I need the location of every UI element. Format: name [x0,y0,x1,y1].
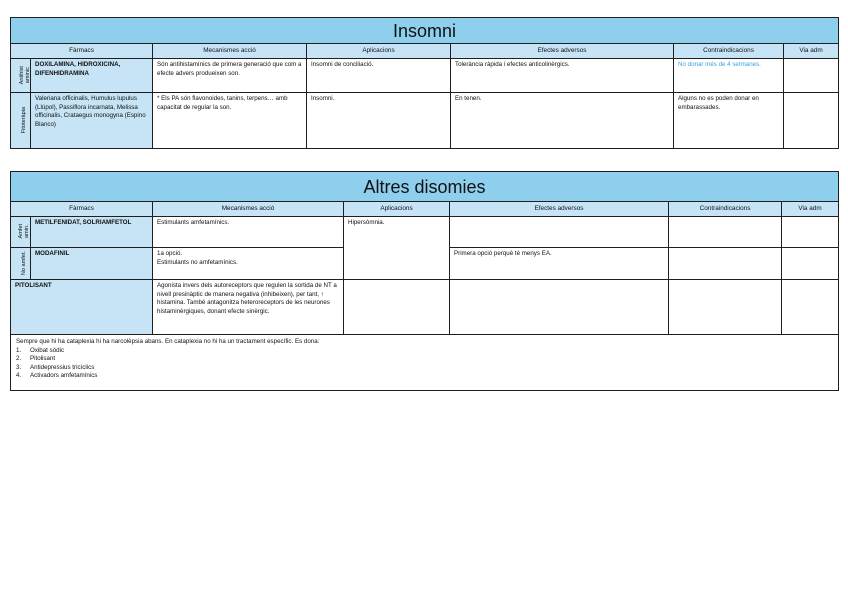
adverse-cell: Primera opció perquè té menys EA. [450,248,669,280]
adverse-cell [450,217,669,248]
adverse-cell: En tenen. [451,93,674,149]
header-aplicacions: Aplicacions [307,44,451,59]
route-cell [782,217,839,248]
category-label: Antihist aminic [18,65,31,84]
drug-name: DOXILAMINA, HIDROXICINA, DIFENHIDRAMINA [31,59,153,93]
list-item: 2. Pitolisant [16,355,56,363]
list-item: 4. Activadors amfetamínics [16,372,98,380]
header-aplicacions: Aplicacions [344,202,450,217]
contra-cell: No donar més de 4 setmanes. [674,59,784,93]
mechanism-cell: Agonista invers dels autoreceptors que regulen la sortida de NT a nivell presinàptic de manera negativa (inhibeixen), per tant, ↑ histamina. També antagonitza heteroreceptors de les neurones histaminèrgiques, donant efecte sinèrgic. [153,280,344,335]
applications-cell: Insomni. [307,93,451,149]
category-label: No amfet. [20,251,27,276]
header-efectes: Efectes adversos [450,202,669,217]
drug-name: MODAFINIL [31,248,153,280]
table-row [11,59,839,93]
drug-name: PITOLISANT [11,280,153,335]
cataplexy-note [11,335,839,391]
category-label: Fitoteràpia [21,107,28,134]
list-item-text: Oxibat sòdic [30,346,65,354]
note-intro: Sempre que hi ha cataplexia hi ha narcolèpsia abans. En cataplexia no hi ha un tractament específic. Es dona: [16,338,320,345]
header-mecanismes: Mecanismes acció [153,202,344,217]
route-cell [782,248,839,280]
header-farmacs: Fàrmacs [11,202,153,217]
category-cell [11,59,31,93]
category-label: Amfet amin. [17,223,30,239]
route-cell [784,59,839,93]
table-row [11,93,839,149]
header-mecanismes: Mecanismes acció [153,44,307,59]
table-row [11,280,839,335]
mechanism-cell: Estimulants amfetamínics. [153,217,344,248]
drug-name: METILFENIDAT, SOLRIAMFETOL [31,217,153,248]
header-farmacs: Fàrmacs [11,44,153,59]
table-row [11,217,839,248]
route-cell [784,93,839,149]
altres-title: Altres disomies [11,172,839,202]
altres-disomies-table [10,171,839,391]
list-item-text: Antidepressius tricíclics [30,363,95,371]
note-list [16,347,833,381]
header-via-adm: Via adm [784,44,839,59]
adverse-cell [450,280,669,335]
route-cell [782,280,839,335]
category-cell [11,248,31,280]
mechanism-cell: Són antihistamínics de primera generació que com a efecte advers produeixen son. [153,59,307,93]
list-item-text: Activadors amfetamínics [30,372,98,380]
mechanism-cell: 1a opció. Estimulants no amfetamínics. [153,248,344,280]
adverse-cell: Tolerància ràpida i efectes anticolinèrgics. [451,59,674,93]
drug-name: Valeriana officinalis, Humulus lupulus (Llúpol), Passiflora incarnata, Melissa officinalis, Crataegus monogyna (Espino Blanco) [31,93,153,149]
contra-cell [669,248,782,280]
category-cell [11,217,31,248]
insomni-table [10,17,839,149]
contra-cell: Alguns no es poden donar en embarassades. [674,93,784,149]
insomni-title: Insomni [11,18,839,44]
list-item: 1. Oxibat sòdic [16,346,65,354]
list-item-text: Pitolisant [30,355,56,363]
header-efectes: Efectes adversos [451,44,674,59]
applications-cell: Insomni de conciliació. [307,59,451,93]
applications-cell: Hipersòmnia. [344,217,450,280]
mechanism-cell: * Els PA són flavonoides, tanins, terpens… amb capacitat de regular la son. [153,93,307,149]
header-contraindicacions: Contraindicacions [669,202,782,217]
category-cell [11,93,31,149]
header-contraindicacions: Contraindicacions [674,44,784,59]
header-via-adm: Via adm [782,202,839,217]
list-item: 3. Antidepressius tricíclics [16,363,95,371]
contra-cell [669,217,782,248]
contra-cell [669,280,782,335]
applications-cell-empty [344,280,450,335]
